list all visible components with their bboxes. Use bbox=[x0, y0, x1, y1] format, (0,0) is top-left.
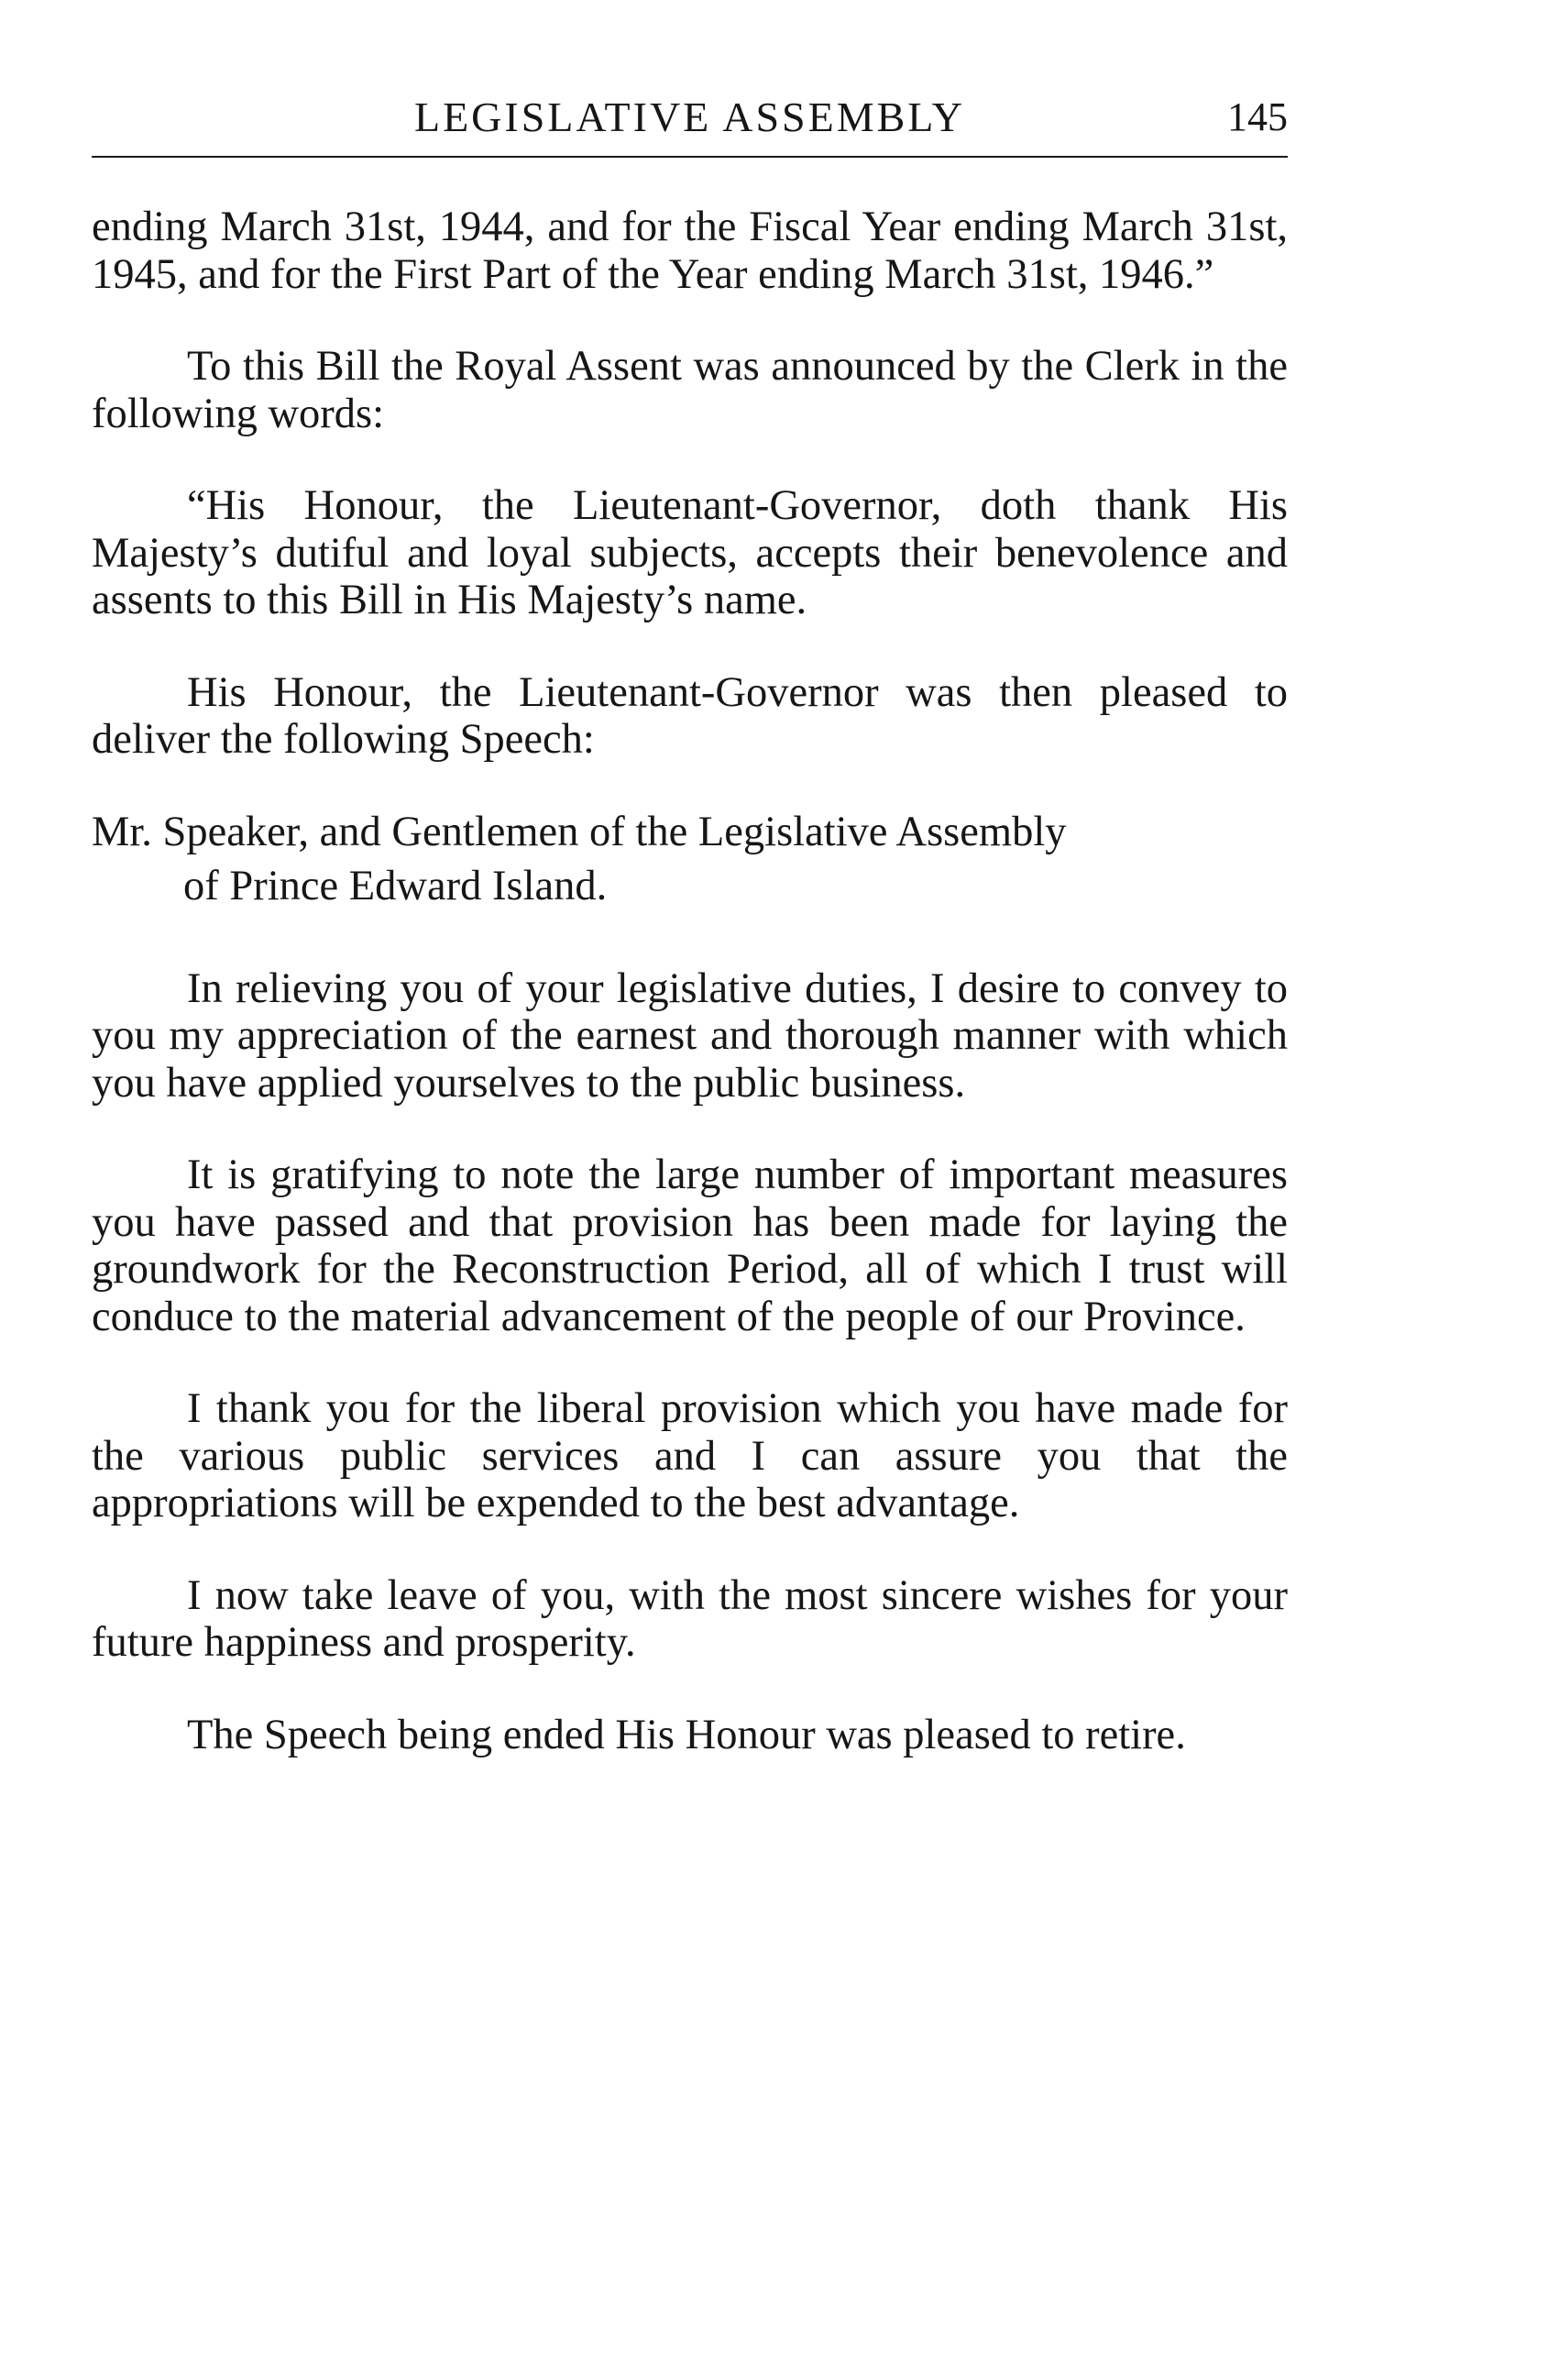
running-header bbox=[92, 90, 1288, 154]
page-number: 145 bbox=[1227, 94, 1288, 139]
paragraph-farewell: I now take leave of you, with the most sincere wishes for your future happiness and prosperity. bbox=[92, 1571, 1288, 1666]
paragraph-duties: In relieving you of your legislative duties, I desire to convey to you my appreciation of the earnest and thorough manner with which you have applied yourselves to the public business. bbox=[92, 964, 1288, 1107]
address-line-1: Mr. Speaker, and Gentlemen of the Legislative Assembly bbox=[92, 808, 1067, 855]
paragraph-speech-ended: The Speech being ended His Honour was pleased to retire. bbox=[187, 1711, 1186, 1758]
body-text bbox=[92, 204, 1288, 1803]
address-line-2: of Prince Edward Island. bbox=[183, 863, 608, 909]
paragraph-royal-assent: To this Bill the Royal Assent was announced by the Clerk in the following words: bbox=[92, 343, 1288, 437]
paragraph-speech-intro: His Honour, the Lieutenant-Governor was then pleased to deliver the following Speech: bbox=[92, 668, 1288, 763]
paragraph-continuation: ending March 31st, 1944, and for the Fiscal Year ending March 31st, 1945, and for the First Part of the Year ending March 31st, 1946.” bbox=[92, 204, 1288, 298]
header-rule bbox=[92, 156, 1288, 158]
speech-address bbox=[92, 809, 1288, 910]
running-title: LEGISLATIVE ASSEMBLY bbox=[413, 94, 966, 140]
paragraph-provision: I thank you for the liberal provision which you have made for the various public services and I can assure you that the appropriations will be expended to the best advantage. bbox=[92, 1385, 1288, 1526]
paragraph-measures: It is gratifying to note the large number of important measures you have passed and that provision has been made for laying the groundwork for the Reconstruction Period, all of which I trust will conduce to the material advancement of the people of our Province. bbox=[92, 1151, 1288, 1340]
paragraph-clerk-words: “His Honour, the Lieutenant-Governor, doth thank His Majesty’s dutiful and loyal subjects, accepts their benevolence and assents to this Bill in His Majesty’s name. bbox=[92, 482, 1288, 623]
